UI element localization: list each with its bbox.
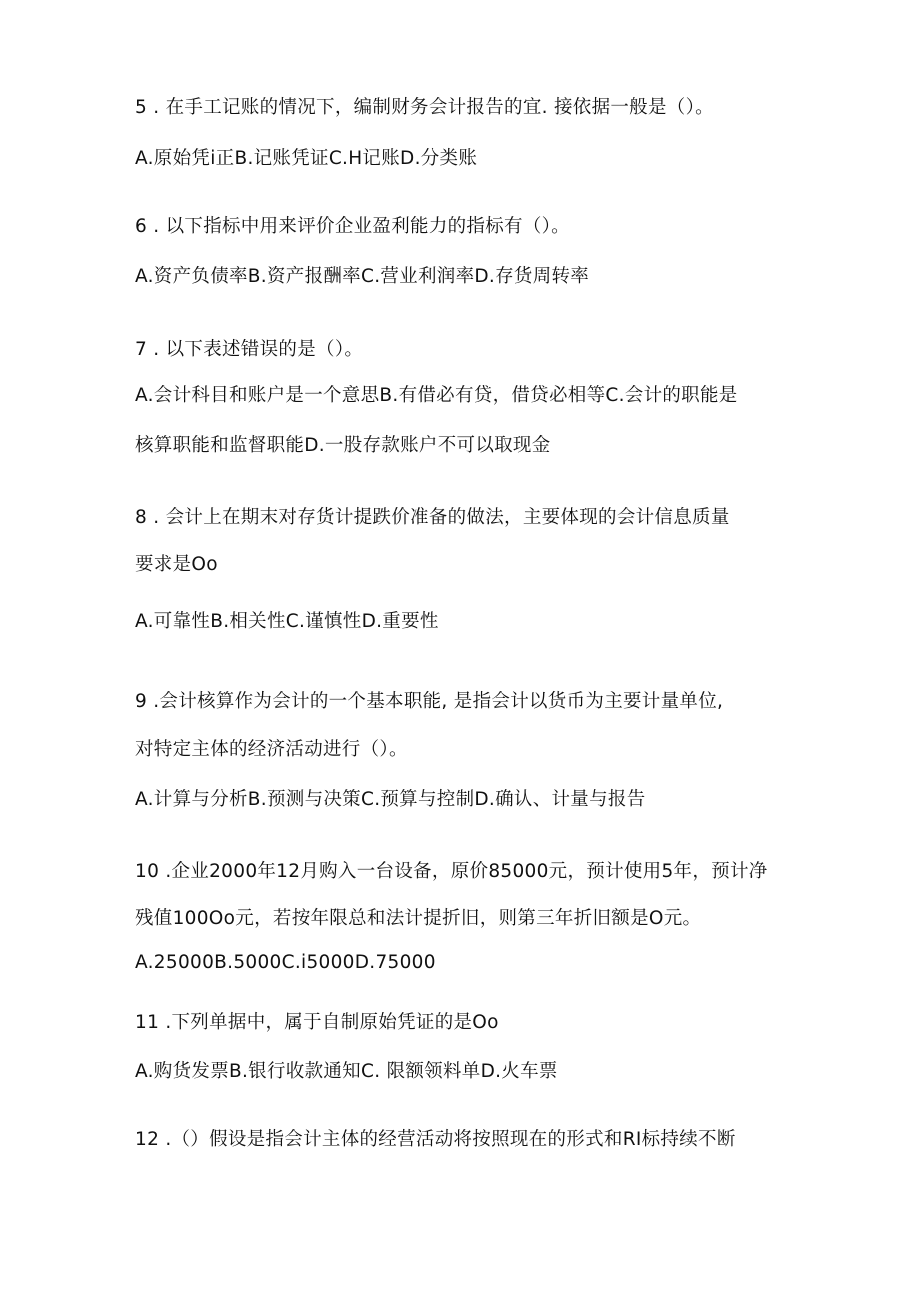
question-5-options: A.原始凭i正B.记账凭证C.H记账D.分类账 xyxy=(135,148,478,169)
question-12-stem: 12 .（）假设是指会计主体的经营活动将按照现在的形式和RI标持续不断 xyxy=(135,1129,736,1150)
question-11-stem: 11 .下列单据中，属于自制原始凭证的是Oo xyxy=(135,1012,499,1033)
question-9-options: A.计算与分析B.预测与决策C.预算与控制D.确认、计量与报告 xyxy=(135,789,646,810)
question-10-stem-line-2: 残值100Oo元，若按年限总和法计提折旧，则第三年折旧额是O元。 xyxy=(135,908,702,929)
question-7-options-line-2: 核算职能和监督职能D.一股存款账户不可以取现金 xyxy=(135,435,551,456)
question-11-options: A.购货发票B.银行收款通知C. 限额领料单D.火车票 xyxy=(135,1061,558,1082)
question-9-stem-line-1: 9 .会计核算作为会计的一个基本职能, 是指会计以货币为主要计量单位, xyxy=(135,691,724,712)
question-6-stem: 6 . 以下指标中用来评价企业盈利能力的指标有（）。 xyxy=(135,216,570,237)
question-10-stem-line-1: 10 .企业2000年12月购入一台设备，原价85000元，预计使用5年，预计净 xyxy=(135,861,768,882)
question-6-options: A.资产负债率B.资产报酬率C.营业利润率D.存货周转率 xyxy=(135,266,590,287)
question-9-stem-line-2: 对特定主体的经济活动进行（）。 xyxy=(135,739,408,760)
question-5-stem: 5 . 在手工记账的情况下，编制财务会计报告的宜. 接依据一般是（）。 xyxy=(135,97,714,118)
question-8-stem-line-1: 8 . 会计上在期末对存货计提跌价准备的做法，主要体现的会计信息质量 xyxy=(135,507,730,528)
question-10-options: A.25000B.5000C.i5000D.75000 xyxy=(135,952,436,973)
question-8-options: A.可靠性B.相关性C.谨慎性D.重要性 xyxy=(135,611,439,632)
question-7-options-line-1: A.会计科目和账户是一个意思B.有借必有贷，借贷必相等C.会计的职能是 xyxy=(135,385,738,406)
question-7-stem: 7 . 以下表述错误的是（）。 xyxy=(135,339,364,360)
question-8-stem-line-2: 要求是Oo xyxy=(135,554,218,575)
